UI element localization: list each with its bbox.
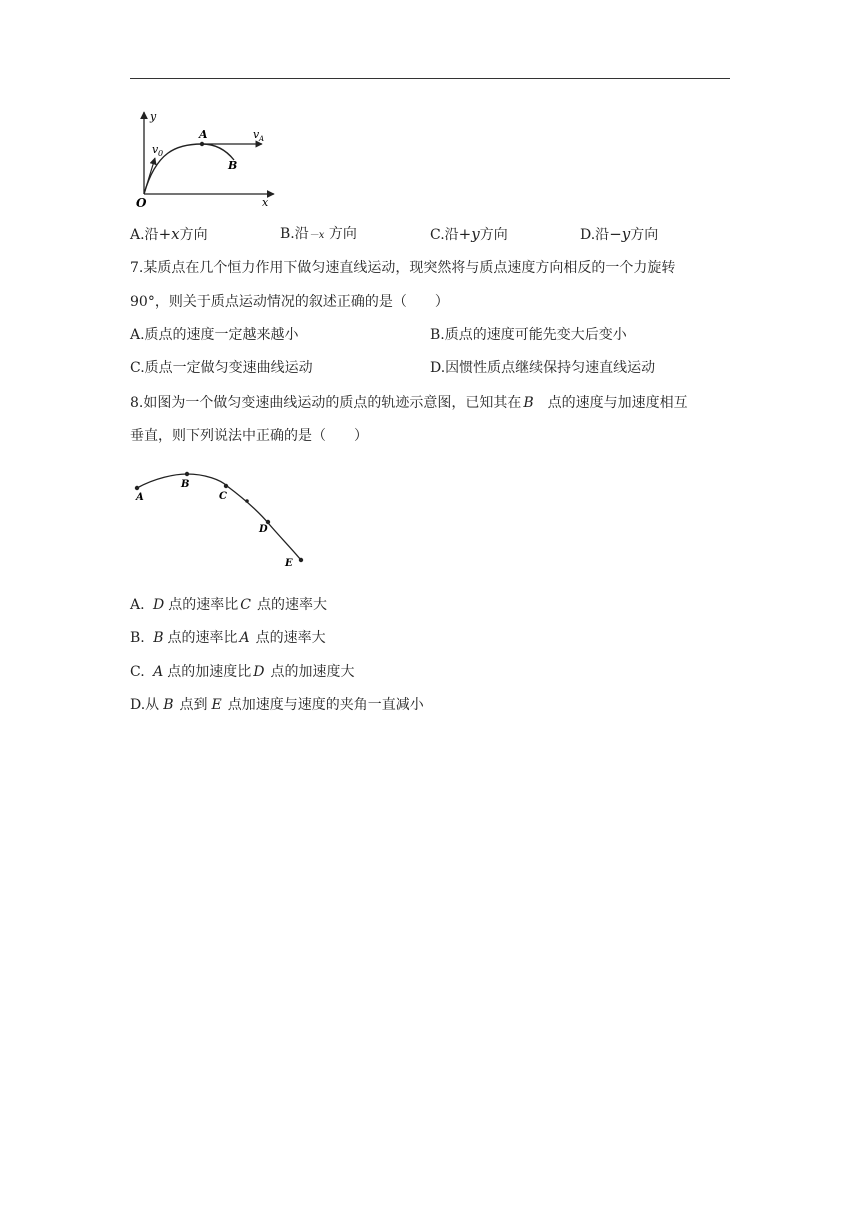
v0-subscript: 0 [158,149,164,158]
q6-option-b[interactable]: B.沿－x 方向 [280,226,357,242]
point-e-label: E [285,558,293,569]
q7-option-c[interactable]: C.质点一定做匀变速曲线运动 [130,360,313,376]
point-a-dot [200,142,204,146]
q7-option-a[interactable]: A.质点的速度一定越来越小 [130,327,299,343]
point-b-label: B [181,479,190,490]
x-axis-label: x [262,196,269,209]
point-c-label: C [219,491,227,502]
point-a-dot [135,486,139,490]
q8-stem-line-1: 8.如图为一个做匀变速曲线运动的质点的轨迹示意图，已知其在 B 点的速度与加速度相互 [130,395,688,411]
trajectory-figure-2 [125,468,315,574]
q7-option-d[interactable]: D.因惯性质点继续保持匀速直线运动 [430,360,656,376]
v0-label: v [152,143,159,156]
q8-option-b[interactable]: B. B 点的速率比 A 点的速率大 [130,630,326,646]
va-label: v [253,128,260,141]
q8-option-a[interactable]: A. D 点的速率比 C 点的速率大 [130,597,327,613]
q8-stem-line-2: 垂直，则下列说法中正确的是（ ） [130,428,368,444]
point-a-label: A [136,492,144,503]
point-d-label: D [259,524,268,535]
q8-option-c[interactable]: C. A 点的加速度比 D 点的加速度大 [130,664,355,680]
trajectory-figure-1 [128,108,278,210]
point-b-label: B [228,159,238,172]
q6-option-d[interactable]: D.沿−y方向 [580,225,659,243]
header-rule [130,78,730,79]
q8-point-b-var: B [523,395,534,411]
y-axis-label: y [150,110,157,123]
q6-option-d-symbol: −y [609,225,631,243]
point-e-dot [299,558,303,562]
point-extra-dot [245,499,249,503]
q6-option-b-symbol: －x [308,230,325,241]
origin-label: O [136,196,147,210]
trajectory-curve [137,474,301,560]
q6-option-c-symbol: +y [458,225,480,243]
q7-stem-line-2: 90°，则关于质点运动情况的叙述正确的是（ ） [130,294,449,310]
q8-option-d[interactable]: D.从 B 点到 E 点加速度与速度的夹角一直减小 [130,697,424,713]
va-subscript: A [259,135,265,143]
v0-arrow [144,158,155,194]
q6-option-a-symbol: +x [158,225,180,243]
q7-stem-line-1: 7.某质点在几个恒力作用下做匀速直线运动，现突然将与质点速度方向相反的一个力旋转 [130,260,676,276]
q6-option-c[interactable]: C.沿+y方向 [430,225,508,243]
point-c-dot [224,484,228,488]
point-b-dot [185,472,189,476]
q6-option-a[interactable]: A.沿+x方向 [130,225,208,243]
point-a-label: A [199,128,208,141]
q7-option-b[interactable]: B.质点的速度可能先变大后变小 [430,327,627,343]
